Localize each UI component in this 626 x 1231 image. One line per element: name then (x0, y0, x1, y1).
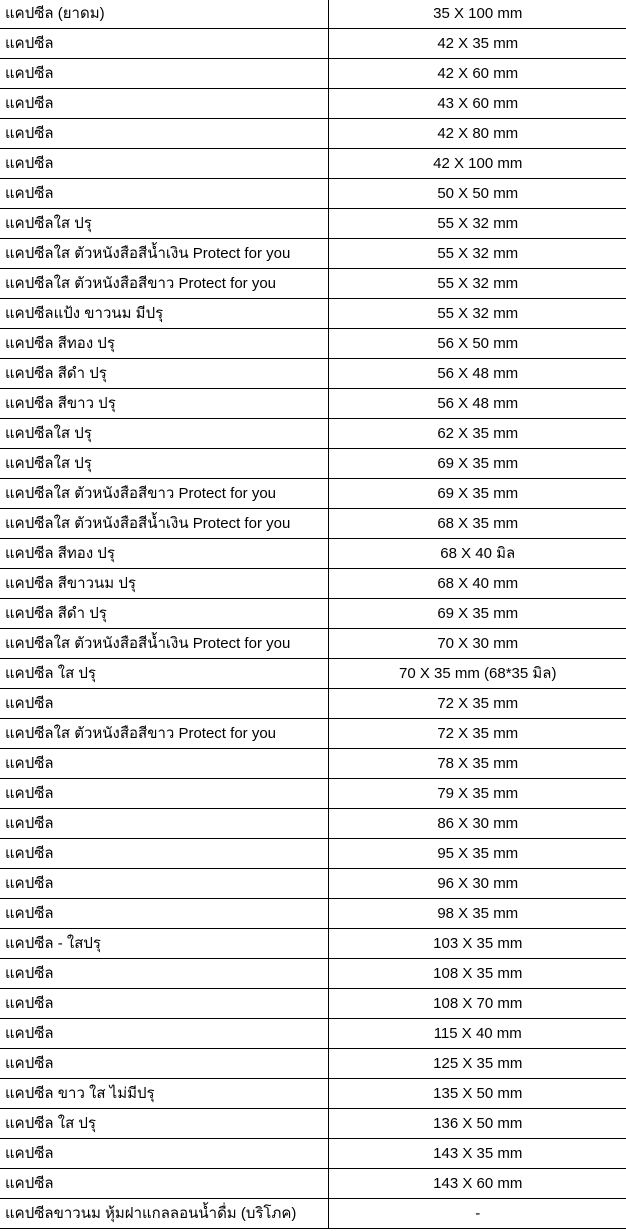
table-row (0, 359, 626, 389)
table-row (0, 389, 626, 419)
table-row (0, 839, 626, 869)
size-cell: 56 X 50 mm (328, 329, 626, 359)
size-cell: 78 X 35 mm (328, 749, 626, 779)
product-name-cell: แคปซีล (0, 1169, 328, 1199)
size-cell: 115 X 40 mm (328, 1019, 626, 1049)
size-cell: 143 X 35 mm (328, 1139, 626, 1169)
size-cell: 42 X 35 mm (328, 29, 626, 59)
size-cell: 68 X 35 mm (328, 509, 626, 539)
size-cell: 42 X 80 mm (328, 119, 626, 149)
product-name-cell: แคปซีลแป้ง ขาวนม มีปรุ (0, 299, 328, 329)
table-row (0, 959, 626, 989)
table-row (0, 1139, 626, 1169)
table-row (0, 869, 626, 899)
table-row (0, 1079, 626, 1109)
product-name-cell: แคปซีลใส ตัวหนังสือสีขาว Protect for you (0, 719, 328, 749)
table-row (0, 299, 626, 329)
product-name-cell: แคปซีล (0, 119, 328, 149)
product-name-cell: แคปซีล (0, 839, 328, 869)
table-row (0, 809, 626, 839)
table-row (0, 899, 626, 929)
table-row (0, 239, 626, 269)
product-name-cell: แคปซีล ใส ปรุ (0, 659, 328, 689)
table-row (0, 1169, 626, 1199)
product-name-cell: แคปซีล (0, 959, 328, 989)
size-cell: 103 X 35 mm (328, 929, 626, 959)
table-row (0, 629, 626, 659)
product-name-cell: แคปซีล (ยาดม) (0, 0, 328, 29)
table-row (0, 479, 626, 509)
product-name-cell: แคปซีลใส ปรุ (0, 209, 328, 239)
size-cell: 70 X 35 mm (68*35 มิล) (328, 659, 626, 689)
product-name-cell: แคปซีล สีขาวนม ปรุ (0, 569, 328, 599)
size-cell: 86 X 30 mm (328, 809, 626, 839)
product-name-cell: แคปซีล สีทอง ปรุ (0, 329, 328, 359)
product-name-cell: แคปซีล (0, 1139, 328, 1169)
size-cell: 72 X 35 mm (328, 689, 626, 719)
product-name-cell: แคปซีลขาวนม หุ้มฝาแกลลอนน้ำดื่ม (บริโภค) (0, 1199, 328, 1229)
table-row (0, 119, 626, 149)
table-row (0, 149, 626, 179)
product-name-cell: แคปซีลใส ปรุ (0, 419, 328, 449)
product-name-cell: แคปซีล (0, 869, 328, 899)
product-name-cell: แคปซีล (0, 749, 328, 779)
size-cell: 79 X 35 mm (328, 779, 626, 809)
size-cell: 62 X 35 mm (328, 419, 626, 449)
table-row (0, 659, 626, 689)
table-row (0, 569, 626, 599)
product-name-cell: แคปซีล (0, 1019, 328, 1049)
size-cell: 35 X 100 mm (433, 5, 523, 22)
size-cell: 55 X 32 mm (328, 269, 626, 299)
size-cell: 125 X 35 mm (328, 1049, 626, 1079)
size-cell: 69 X 35 mm (328, 479, 626, 509)
table-row (0, 329, 626, 359)
size-cell: 43 X 60 mm (328, 89, 626, 119)
table-row (0, 719, 626, 749)
table-row (0, 779, 626, 809)
size-cell: - (328, 1199, 626, 1229)
size-cell: 95 X 35 mm (328, 839, 626, 869)
size-cell: 135 X 50 mm (328, 1079, 626, 1109)
table-row (0, 749, 626, 779)
table-row (0, 689, 626, 719)
size-cell: 72 X 35 mm (328, 719, 626, 749)
product-name-cell: แคปซีล (0, 689, 328, 719)
size-cell: 55 X 32 mm (328, 239, 626, 269)
table-row (0, 1109, 626, 1139)
product-name-cell: แคปซีล (0, 989, 328, 1019)
size-cell: 56 X 48 mm (328, 389, 626, 419)
table-row (0, 449, 626, 479)
size-cell: 108 X 70 mm (328, 989, 626, 1019)
product-name-cell: แคปซีล (0, 89, 328, 119)
table-row (0, 269, 626, 299)
product-name-cell: แคปซีลใส ปรุ (0, 449, 328, 479)
table-row (0, 929, 626, 959)
size-cell: 50 X 50 mm (328, 179, 626, 209)
table-row (0, 599, 626, 629)
size-cell: 69 X 35 mm (328, 599, 626, 629)
table-row (0, 1049, 626, 1079)
table-row (0, 989, 626, 1019)
table-row (0, 539, 626, 569)
product-name-cell: แคปซีลใส ตัวหนังสือสีน้ำเงิน Protect for you (0, 629, 328, 659)
size-cell: 68 X 40 mm (328, 569, 626, 599)
product-name-cell: แคปซีล (0, 779, 328, 809)
size-cell: 108 X 35 mm (328, 959, 626, 989)
size-cell: 70 X 30 mm (328, 629, 626, 659)
product-name-cell: แคปซีล (0, 149, 328, 179)
product-name-cell: แคปซีล (0, 899, 328, 929)
size-cell: 143 X 60 mm (328, 1169, 626, 1199)
size-cell: 136 X 50 mm (328, 1109, 626, 1139)
product-name-cell: แคปซีล สีทอง ปรุ (0, 539, 328, 569)
product-name-cell: แคปซีล ขาว ใส ไม่มีปรุ (0, 1079, 328, 1109)
product-name-cell: แคปซีลใส ตัวหนังสือสีน้ำเงิน Protect for you (0, 239, 328, 269)
table-row (0, 419, 626, 449)
size-cell: 42 X 60 mm (328, 59, 626, 89)
product-name-cell: แคปซีล สีดำ ปรุ (0, 599, 328, 629)
product-name-cell: แคปซีล - ใสปรุ (0, 929, 328, 959)
product-name-cell: แคปซีล (0, 809, 328, 839)
table-row (0, 0, 626, 29)
size-cell: 55 X 32 mm (328, 299, 626, 329)
table-row (0, 1199, 626, 1229)
product-name-cell: แคปซีล ใส ปรุ (0, 1109, 328, 1139)
table-row (0, 59, 626, 89)
product-name-cell: แคปซีล (0, 179, 328, 209)
product-name-cell: แคปซีลใส ตัวหนังสือสีขาว Protect for you (0, 269, 328, 299)
size-cell: 56 X 48 mm (328, 359, 626, 389)
size-cell: 55 X 32 mm (328, 209, 626, 239)
table-row (0, 89, 626, 119)
size-cell: 69 X 35 mm (328, 449, 626, 479)
table-row (0, 1019, 626, 1049)
product-name-cell: แคปซีลใส ตัวหนังสือสีน้ำเงิน Protect for you (0, 509, 328, 539)
product-name-cell: แคปซีล (0, 59, 328, 89)
product-name-cell: แคปซีล (0, 29, 328, 59)
size-cell: 98 X 35 mm (328, 899, 626, 929)
product-name-cell: แคปซีล สีดำ ปรุ (0, 359, 328, 389)
product-name-cell: แคปซีลใส ตัวหนังสือสีขาว Protect for you (0, 479, 328, 509)
product-name-cell: แคปซีล สีขาว ปรุ (0, 389, 328, 419)
product-name-cell: แคปซีล (0, 1049, 328, 1079)
table-row (0, 29, 626, 59)
size-cell: 42 X 100 mm (328, 149, 626, 179)
size-cell: 68 X 40 มิล (328, 539, 626, 569)
table-row (0, 209, 626, 239)
size-cell: 96 X 30 mm (328, 869, 626, 899)
table-row (0, 179, 626, 209)
table-row (0, 509, 626, 539)
